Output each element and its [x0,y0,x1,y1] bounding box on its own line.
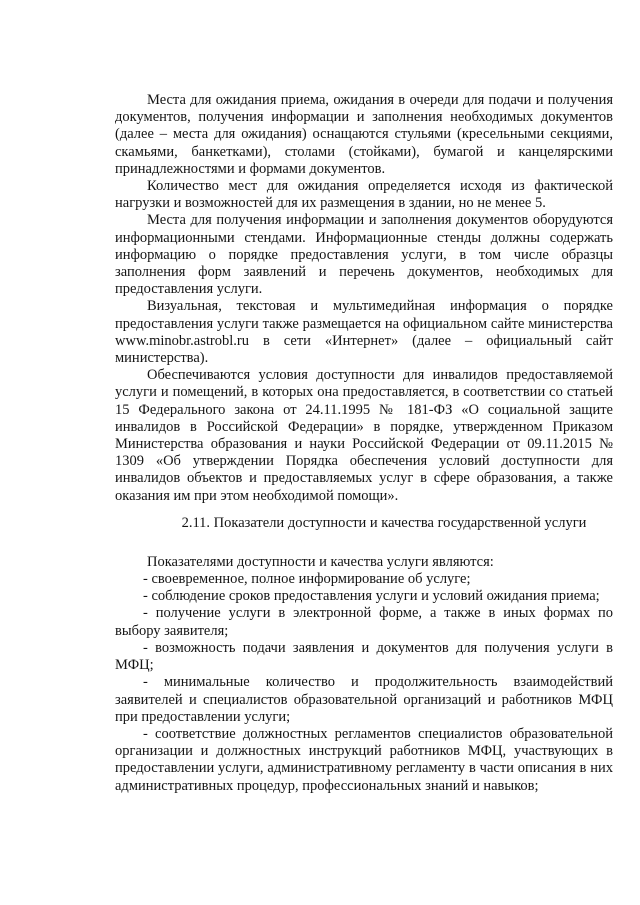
list-item: - минимальные количество и продолжительность взаимодействий заявителей и специалистов образовательной организаций и работников МФЦ при предоставлении услуги; [115,674,613,725]
document-body [115,92,613,795]
list-item: - получение услуги в электронной форме, а также в иных формах по выбору заявителя; [115,605,613,639]
paragraph-info-stands: Места для получения информации и заполнения документов оборудуются информационными стендами. Информационные стенды должны содержать информацию о порядке предоставления услуги, в том числе образцы заполнения форм заявлений и перечень документов, необходимых для предоставления услуги. [115,212,613,298]
paragraph-waiting-places: Места для ожидания приема, ожидания в очереди для подачи и получения документов, получения информации и заполнения необходимых документов (далее – места для ожидания) оснащаются стульями (кресельными секциями, скамьями, банкетками), столами (стойками), бумагой и канцелярскими принадлежностями и формами документов. [115,92,613,177]
list-item: - возможность подачи заявления и документов для получения услуги в МФЦ; [115,639,613,674]
indicators-intro: Показателями доступности и качества услуги являются: [147,553,494,570]
list-item: - своевременное, полное информирование об услуге; [143,571,471,588]
section-heading: 2.11. Показатели доступности и качества государственной услуги [181,514,587,531]
paragraph-official-site: Визуальная, текстовая и мультимедийная информация о порядке предоставления услуги также размещается на официальном сайте министерства www.minobr.astrobl.ru в сети «Интернет» (далее – официальный сайт министерства). [115,298,613,367]
list-item: - соблюдение сроков предоставления услуги и условий ожидания приема; [143,588,600,605]
paragraph-accessibility: Обеспечиваются условия доступности для инвалидов предоставляемой услуги и помещений, в которых она предоставляется, в соответствии со статьей 15 Федерального закона от 24.11.1995 № 181-ФЗ «О социальной защите инвалидов в Российской Федерации» в порядке, утвержденном Приказом Министерства образования и науки Российской Федерации от 09.11.2015 № 1309 «Об утверждении Порядка обеспечения условий доступности для инвалидов объектов и предоставляемых услуг в сфере образования, а также оказания им при этом необходимой помощи». [115,367,613,504]
list-item: - соответствие должностных регламентов специалистов образовательной организации и должностных инструкций работников МФЦ, участвующих в предоставлении услуги, административному регламенту в части описания в них административных процедур, профессиональных знаний и навыков; [115,725,613,794]
paragraph-waiting-places-count: Количество мест для ожидания определяется исходя из фактической нагрузки и возможностей для их размещения в здании, но не менее 5. [115,178,613,212]
